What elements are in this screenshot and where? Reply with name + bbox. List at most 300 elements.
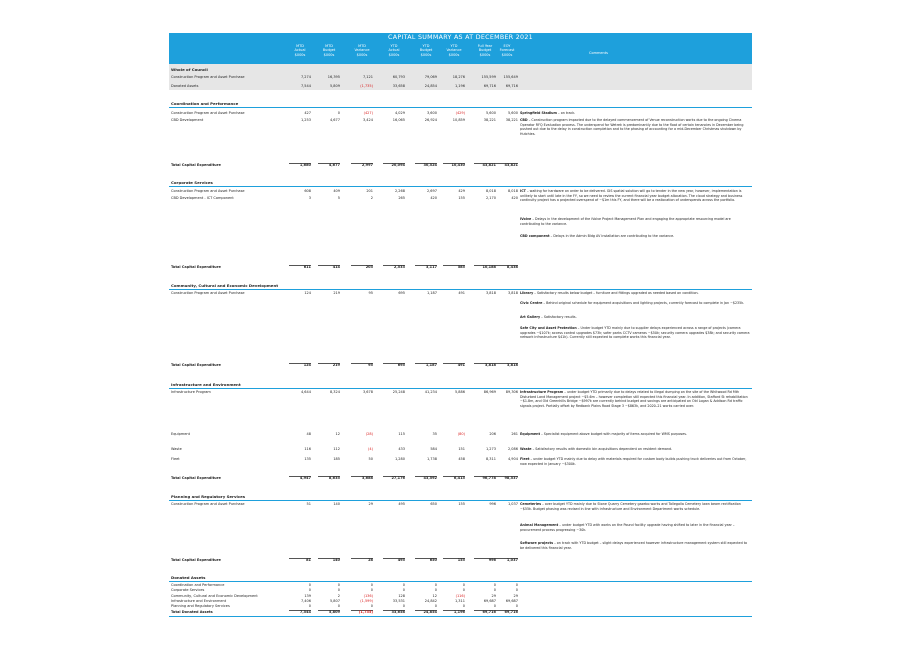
total-row [169,363,752,368]
cell-value: 50 [368,457,373,461]
cell-value: 585 [457,265,465,269]
table-row [169,599,752,604]
cell-value: 25,248 [392,390,405,394]
cell-value: 0 [308,583,311,587]
cell-value: 1,187 [425,363,437,367]
column-header-line: $000s [388,52,400,57]
table-row [169,594,752,599]
column-header-line: MTD [325,44,333,48]
cell-value: 7,544 [299,610,311,614]
comment-text: – Specialist equipment above budget with majority of items acquired for WMS purposes. [540,432,688,436]
cell-value: 38,221 [505,118,518,122]
comment-block [520,234,750,239]
column-header-bar [169,42,752,64]
table-row [169,588,752,593]
cell-value: 69,687 [483,598,496,603]
cell-value: 33,658 [392,84,405,88]
comment-text: – over budget YTD mainly due to Stone Quarry Cemetery gazebo works and Tallegalla Cemetery lawn beam rectification ~$55k. Budget phasing was revised in line with infrastructure and Environment Department works schedule. [520,502,741,511]
table-row [169,583,752,588]
cell-value: 206 [489,432,496,436]
comment-text: – on track with YTD budget – slight delays experienced however infrastructure management system still expected to be delivered this financial year. [520,541,748,550]
cell-value: 69,716 [505,84,518,88]
cell-value: 0 [462,583,465,587]
cell-value: 0 [493,588,496,593]
cell-value: 139 [304,593,311,598]
cell-value: 43,821 [482,163,496,167]
comment-block [520,291,750,296]
cell-value: 24,842 [424,598,437,603]
cell-value: 2,533 [393,265,405,269]
cell-value: (1,735) [360,84,373,88]
cell-value: 0 [462,604,465,609]
cell-value: 29 [368,502,373,506]
cell-value: 69,716 [483,84,496,88]
cell-value: 6,415 [453,476,465,480]
cell-value: (4) [368,447,373,451]
table-row [169,604,752,609]
cell-value: 429 [458,189,465,193]
cell-value: 996 [488,558,496,562]
cell-value: 96,778 [482,476,496,480]
cell-value: 1,253 [300,118,311,122]
column-header-line: Variance [354,48,370,53]
cell-value: 3,818 [507,291,518,295]
cell-value: 128 [398,593,405,598]
cell-value: 41,234 [424,390,437,394]
column-header-line: $000s [323,52,335,57]
cell-value: 219 [332,363,340,367]
column-header-line: YTD [390,44,398,48]
cell-value: 0 [462,588,465,593]
cell-value: 491 [457,363,465,367]
cell-value: 38,221 [483,118,496,122]
section-divider [169,500,752,501]
cell-value: 12 [335,432,340,436]
comment-block [520,502,750,511]
comment-text: – under budget YTD mainly due to delay with materials required for custom body builds pushing truck deliveries out from October, now expected in January ~$300k. [520,457,747,466]
cell-value: 43,592 [423,476,437,480]
cell-value: 7,121 [362,75,373,79]
cell-value: 35 [432,432,437,436]
comment-block [520,390,750,408]
donated-section-title: Donated Assets [171,575,206,580]
cell-value: 18,276 [452,75,465,79]
cell-value: 7,274 [300,75,311,79]
cell-value: 0 [493,604,496,609]
row-label: Infrastructure and Environment [171,598,227,603]
cell-value: 0 [308,588,311,593]
cell-value: 0 [370,588,373,593]
cell-value: 155 [457,558,465,562]
cell-value: 29 [513,593,518,598]
cell-value: 2,086 [507,447,518,451]
cell-value: 2,697 [426,189,437,193]
cell-value: 1,037 [506,558,518,562]
cell-value: 0 [515,583,518,587]
cell-value: (427) [363,111,373,115]
cell-value: 2 [337,593,340,598]
cell-value: 10,430 [451,163,465,167]
cell-value: 29 [491,593,496,598]
column-header-line: Budget [322,48,336,53]
cell-value: 24,854 [423,610,437,614]
row-label: Total Capital Expenditure [171,163,221,167]
cell-value: 0 [434,583,437,587]
cell-value: 0 [337,588,340,593]
cell-value: 8,438 [506,265,518,269]
cell-value: 140 [333,502,340,506]
column-header-8 [494,44,520,57]
table-row [169,75,752,80]
comment-heading: Library [520,291,534,295]
cell-value: 69,716 [504,610,518,614]
comment-heading: Safe City and Asset Protection [520,326,577,330]
row-label: Construction Program and Asset Purchase [171,291,245,295]
cell-value: 155,599 [481,75,496,79]
comment-text: – waiting for hardware on order to be delivered. GIS spatial solution will go to tender in the new year, however, implementation is unlikely to start until late in the FY, so we need to review the current financial year budget allocation. The cloud strategy and business continuity project has a projected overspend of ~$1m this FY, and there will be a reallocation of underspends across the portfolio. [520,189,743,202]
column-header-line: $000s [501,52,513,57]
cell-value: 60,793 [392,75,405,79]
comment-text: – Satisfactory results below budget – furniture and fittings upgraded as needed based on condition. [533,291,699,295]
cell-value: 12 [432,593,437,598]
cell-value: 112 [333,447,340,451]
column-header-line: MTD [358,44,366,48]
cell-value: 495 [398,502,405,506]
cell-value: 0 [370,604,373,609]
comment-block [520,457,750,466]
cell-value: 115 [398,432,405,436]
cell-value: 3 [308,196,311,200]
planning-section-title: Planning and Regulatory Services [171,494,246,499]
column-header-line: Budget [478,48,492,53]
column-header-4 [381,44,407,57]
total-row [169,476,752,481]
cell-value: 584 [430,447,437,451]
comment-block [520,301,750,306]
cell-value: 0 [515,588,518,593]
cell-value: 95 [368,291,373,295]
cell-value: 219 [333,291,340,295]
cell-value: 5,807 [329,598,340,603]
comment-heading: Infrastructure Program [520,390,564,394]
corporate-section-title: Corporate Services [171,180,213,185]
cell-value: 1,738 [426,457,437,461]
cell-value: 0 [402,583,405,587]
cell-value: 5 [337,196,340,200]
cell-value: 3,818 [484,363,496,367]
cell-value: 458 [458,457,465,461]
cell-value: 5,809 [329,84,340,88]
cell-value: 185 [333,457,340,461]
comment-block [520,432,750,437]
cell-value: 427 [304,111,311,115]
cell-value: 20,094 [391,163,405,167]
column-header-line: Actual [294,48,306,53]
cell-value: 201 [366,189,373,193]
column-header-line: YTD [450,44,458,48]
comment-heading: iVolve [520,217,532,221]
cell-value: 0 [337,111,340,115]
section-divider [169,289,752,290]
row-label: Construction Program and Asset Purchase [171,502,245,506]
row-label: Equipment [171,432,190,436]
community-section-title: Community, Cultural and Economic Development [171,283,279,288]
cell-value: 0 [370,583,373,587]
cell-value: (429) [455,111,465,115]
row-label: Donated Assets [171,84,199,88]
comment-heading: Equipment [520,432,541,436]
comment-text: – Satisfactory results. [540,315,577,319]
cell-value: 95 [368,363,373,367]
cell-value: 4,904 [507,457,518,461]
cell-value: 650 [430,502,437,506]
cell-value: 26,924 [424,118,437,122]
cell-value: 8,311 [485,457,496,461]
row-label: Coordination and Performance [171,583,225,587]
cell-value: 1,280 [394,457,405,461]
cell-value: 495 [397,558,405,562]
report-title: CAPITAL SUMMARY AS AT DECEMBER 2021 [169,33,752,42]
comment-block [520,315,750,320]
column-header-6 [441,44,467,57]
row-label: Total Capital Expenditure [171,363,221,367]
cell-value: 2,997 [361,163,373,167]
cell-value: 1,037 [507,502,518,506]
total-row [169,558,752,563]
comments-column-header: Comments [589,51,608,55]
cell-value: 8,018 [485,189,496,193]
column-header-5 [413,44,439,57]
row-label: Construction Program and Asset Purchase [171,75,245,79]
column-header-line: $000s [448,52,460,57]
column-header-line: YTD [422,44,430,48]
bottom-divider [169,616,752,617]
cell-value: 7,544 [300,84,311,88]
column-header-line: Forecast [499,48,515,53]
total-row [169,163,752,168]
column-header-line: Actual [388,48,400,53]
capital-summary-sheet [169,33,752,614]
cell-value: 0 [337,604,340,609]
cell-value: 1,196 [454,84,465,88]
cell-value: 86,969 [483,390,496,394]
section-divider [169,186,752,187]
cell-value: 420 [511,196,518,200]
cell-value: 0 [493,583,496,587]
cell-value: 27,176 [391,476,405,480]
comment-text: – under budget YTD primarily due to delays related to illegal dumping on the site of the Whitwood Rd Mth Disturbed Land Management project ~$5.6m – however completion still expected this financial year. In addition, Stafford St rehabilitation ~$1.8m, and Old Greenhills Bridge ~$997k are currently behind budget and savings are anticipated on Old Logan & Addison Rd traffic signals project. Partially offset by Redbank Plains Road Stage 3 ~$863k, and 2020–21 works carried over. [520,390,748,408]
cell-value: 4,677 [329,118,340,122]
cell-value: 2 [370,196,373,200]
cell-value: 433 [398,447,405,451]
comment-heading: CBD [520,118,528,122]
cell-value: 4,947 [299,476,311,480]
cell-value: 5,886 [454,390,465,394]
cell-value: (116) [455,593,465,598]
cell-value: 0 [515,604,518,609]
cell-value: 265 [398,196,405,200]
cell-value: 409 [333,189,340,193]
comment-text: – Satisfactory results with domestic bin acquisitions dependent on resident demand. [531,447,673,451]
cell-value: 81 [306,558,311,562]
cell-value: (136) [363,593,373,598]
row-label: Waste [171,447,182,451]
comment-block [520,326,750,340]
row-label: CBD Development - ICT Component [171,196,234,200]
cell-value: 0 [434,604,437,609]
comment-block [520,447,750,452]
cell-value: 16,395 [327,75,340,79]
cell-value: 1,680 [299,163,311,167]
row-label: Total Capital Expenditure [171,558,221,562]
cell-value: 28 [368,558,373,562]
cell-value: 8,635 [328,476,340,480]
comment-block [520,541,750,550]
cell-value: 51 [306,502,311,506]
cell-value: 3,688 [361,476,373,480]
comment-text: – Under budget YTD mainly due to supplier delays experienced across a range of projects (camera upgrades ~$107k; access control upgrades $73k; safer parks CCTV cameras ~$50k; security camera upgrades $38k; and security camera network infrastructure $41k). Currently still expected to complete works this financial year. [520,326,750,339]
comment-block [520,217,750,226]
total-row [169,265,752,270]
cell-value: 30,524 [423,163,437,167]
cell-value: 10,859 [452,118,465,122]
column-header-2 [316,44,342,57]
cell-value: 151 [458,447,465,451]
comment-heading: CBD component [520,234,550,238]
column-header-line: $000s [420,52,432,57]
cell-value: 33,531 [392,598,405,603]
infrastructure-section-title: Infrastructure and Environment [171,382,241,387]
cell-value: 611 [303,265,311,269]
comment-text: – on track. [556,111,576,115]
column-header-line: $000s [294,52,306,57]
comment-heading: Springfield Stadium [520,111,557,115]
comment-text: – Delays in the Admin Bldg AV installation are contributing to the variance. [549,234,675,238]
cell-value: 1,311 [454,598,465,603]
comment-heading: Art Gallery [520,315,541,319]
cell-value: 8,018 [507,189,518,193]
cell-value: 0 [434,588,437,593]
cell-value: 43,821 [504,163,518,167]
row-label: Fleet [171,457,180,461]
row-label: Total Capital Expenditure [171,476,221,480]
comment-block [520,118,750,136]
section-divider [169,107,752,108]
comment-block [520,523,750,532]
row-label: Construction Program and Asset Purchase [171,189,245,193]
cell-value: 3,117 [425,265,437,269]
comment-heading: Cemeteries [520,502,542,506]
comment-heading: ICT [520,189,526,193]
comment-text: – Construction program impacted due to the delayed commencement of Venue reconstruction works due to the ongoing Cinema Operator RFQ Evaluation process. The underspend for Wetrek is predominantly due to the float of certain tenancies in December being pushed out due to the delay in construction completion and to the phasing of accounting for a mid-December Christmas shutdown by Hutchies. [520,118,744,136]
cell-value: 3,818 [506,363,518,367]
row-label: Corporate Services [171,588,205,593]
cell-value: 1,273 [485,447,496,451]
cell-value: 2,268 [394,189,405,193]
cell-value: (1,599) [360,598,373,603]
cell-value: 155,649 [503,75,518,79]
row-label: Total Capital Expenditure [171,265,221,269]
comment-heading: Civic Centre [520,301,543,305]
cell-value: 3,600 [426,111,437,115]
cell-value: 124 [303,363,311,367]
comment-text: – Delays in the development of the iVolve Project Management Plan and engaging the appropriate resourcing model are contributing to the variance. [520,217,731,226]
comment-heading: Fleet [520,457,530,461]
cell-value: 1,196 [453,610,465,614]
table-row [169,84,752,89]
cell-value: 695 [398,291,405,295]
cell-value: 5,600 [507,111,518,115]
row-label: CBD Development [171,118,204,122]
column-header-line: $000s [356,52,368,57]
column-header-line: Variance [446,48,462,53]
column-header-3 [349,44,375,57]
cell-value: 3,678 [362,390,373,394]
cell-value: 24,854 [424,84,437,88]
cell-value: (1,735) [358,610,373,614]
cell-value: 69,716 [482,610,496,614]
cell-value: 10,188 [482,265,496,269]
cell-value: 79,069 [424,75,437,79]
column-header-line: MTD [296,44,304,48]
comment-text: – Behind original schedule for equipment acquisitions and lighting projects, currently forecast to complete in Jan ~$235k. [542,301,745,305]
cell-value: 7,406 [300,598,311,603]
column-header-line: Budget [419,48,433,53]
comment-block [520,189,750,203]
cell-value: 89,306 [505,390,518,394]
cell-value: 420 [430,196,437,200]
cell-value: 69,687 [505,598,518,603]
cell-value: 8,324 [329,390,340,394]
section-divider [169,388,752,389]
cell-value: 996 [489,502,496,506]
cell-value: 1,187 [426,291,437,295]
comment-text: – under budget YTD with works on the Pound facility upgrade having shifted to later in the financial year – procurement process progressing ~30k. [520,523,735,532]
cell-value: 33,658 [391,610,405,614]
cell-value: 116 [304,447,311,451]
cell-value: 4,677 [328,163,340,167]
comment-heading: Waste [520,447,532,451]
cell-value: 140 [332,558,340,562]
cell-value: 48 [306,432,311,436]
donated-total-row [169,610,752,615]
cell-value: (80) [457,432,465,436]
coordination-section-title: Coordination and Performance [171,101,239,106]
section-divider [169,581,752,582]
cell-value: 0 [402,588,405,593]
cell-value: 16,065 [392,118,405,122]
column-header-1 [287,44,313,57]
cell-value: 0 [337,583,340,587]
whole-of-council-title: Whole of Council [171,67,208,72]
cell-value: 98,537 [504,476,518,480]
cell-value: 155 [458,502,465,506]
cell-value: 3,424 [362,118,373,122]
cell-value: 491 [458,291,465,295]
cell-value: 261 [511,432,518,436]
row-label: Infrastructure Program [171,390,211,394]
cell-value: 2,170 [485,196,496,200]
cell-value: 608 [304,189,311,193]
row-label: Planning and Regulatory Services [171,604,230,609]
cell-value: 4,029 [394,111,405,115]
column-header-line: Full Year [477,44,493,48]
row-label: Community, Cultural and Economic Development [171,593,258,598]
cell-value: 203 [365,265,373,269]
row-label: Construction Program and Asset Purchase [171,111,245,115]
cell-value: 0 [402,604,405,609]
comment-heading: Animal Management [520,523,559,527]
